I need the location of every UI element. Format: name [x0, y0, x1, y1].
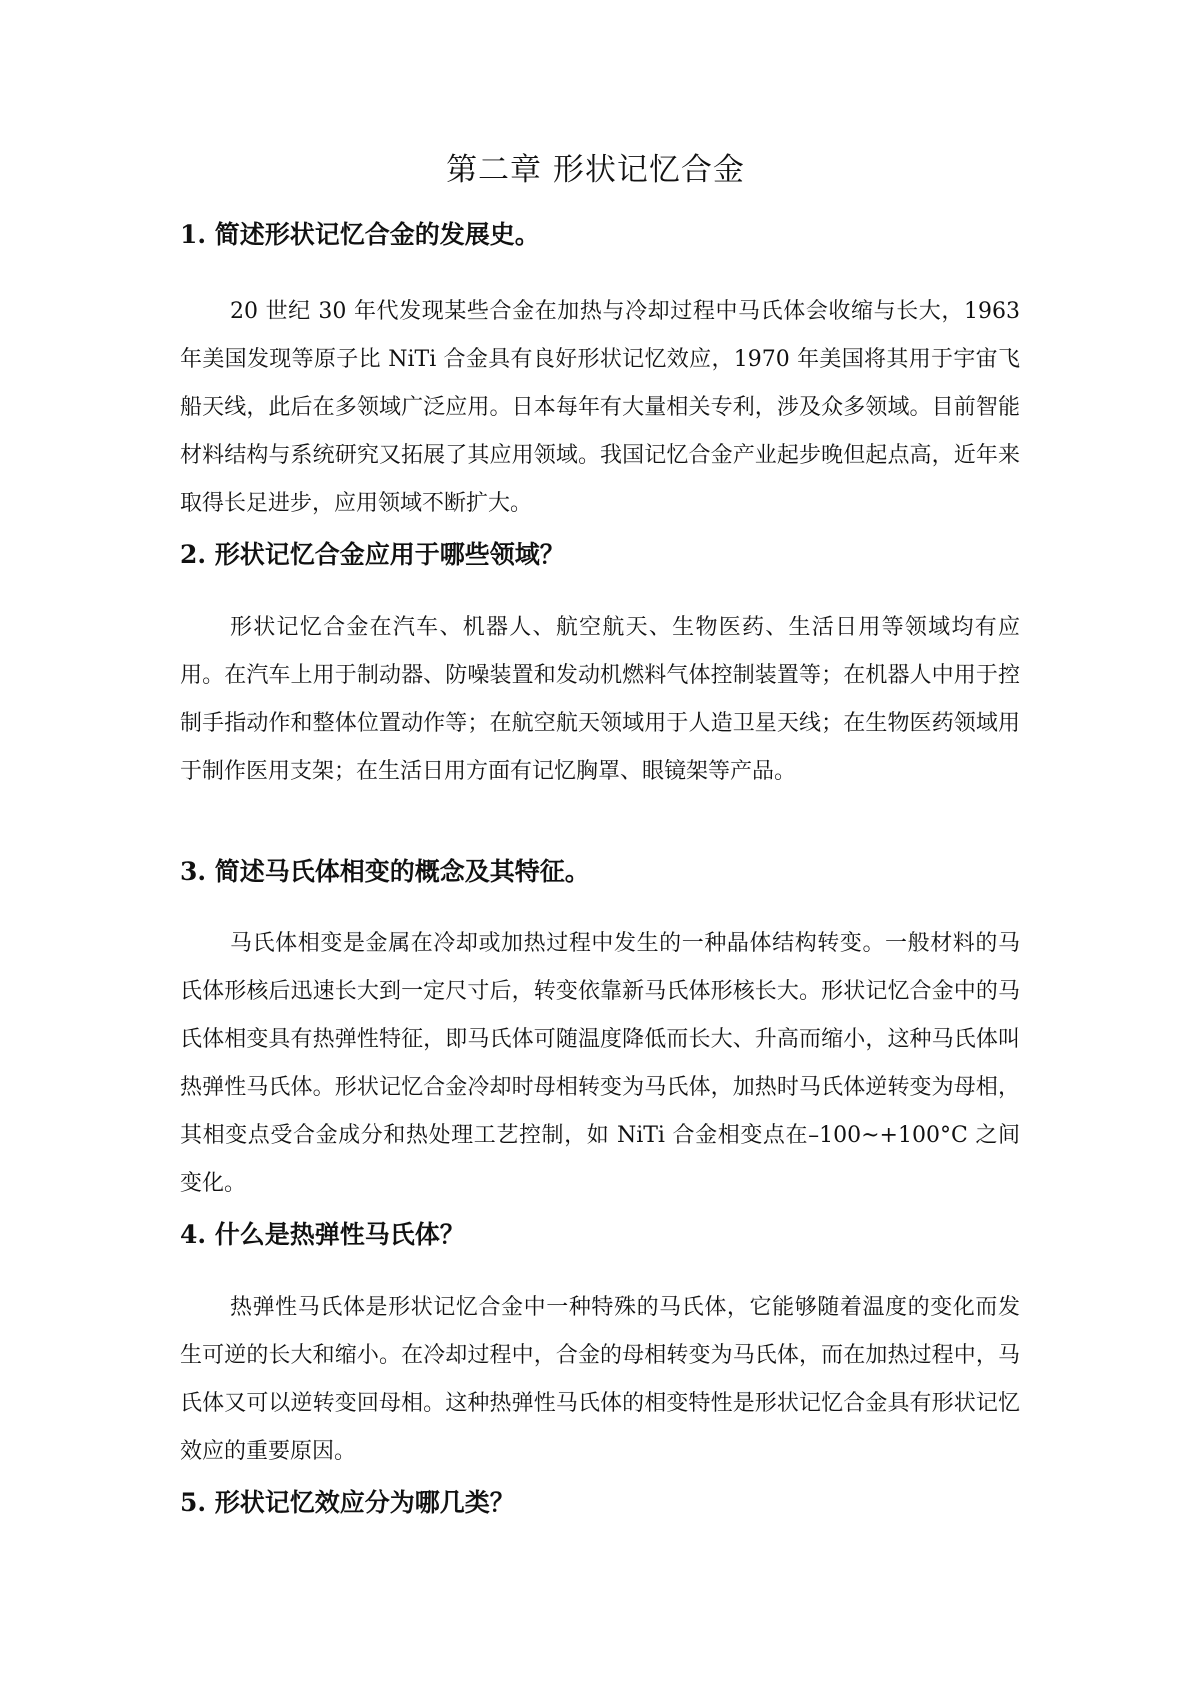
answer-paragraph-4: 热弹性马氏体是形状记忆合金中一种特殊的马氏体，它能够随着温度的变化而发生可逆的长大和缩小。在冷却过程中，合金的母相转变为马氏体，而在加热过程中，马氏体又可以逆转变回母相。这种热弹性马氏体的相变特性是形状记忆合金具有形状记忆效应的重要原因。: [180, 1295, 1020, 1464]
question-heading-2: 2. 形状记忆合金应用于哪些领域？: [180, 540, 565, 569]
question-heading-3: 3. 简述马氏体相变的概念及其特征。: [180, 857, 590, 886]
question-heading-5: 5. 形状记忆效应分为哪几类？: [180, 1488, 515, 1517]
chapter-title: 第二章 形状记忆合金: [446, 152, 745, 188]
answer-paragraph-3: 马氏体相变是金属在冷却或加热过程中发生的一种晶体结构转变。一般材料的马氏体形核后迅速长大到一定尺寸后，转变依靠新马氏体形核长大。形状记忆合金中的马氏体相变具有热弹性特征，即马氏体可随温度降低而长大、升高而缩小，这种马氏体叫热弹性马氏体。形状记忆合金冷却时母相转变为马氏体，加热时马氏体逆转变为母相，其相变点受合金成分和热处理工艺控制，如 NiTi 合金相变点在–100~+100°C 之间变化。: [180, 931, 1020, 1196]
answer-paragraph-2: 形状记忆合金在汽车、机器人、航空航天、生物医药、生活日用等领域均有应用。在汽车上用于制动器、防噪装置和发动机燃料气体控制装置等；在机器人中用于控制手指动作和整体位置动作等；在航空航天领域用于人造卫星天线；在生物医药领域用于制作医用支架；在生活日用方面有记忆胸罩、眼镜架等产品。: [180, 615, 1020, 784]
answer-paragraph-1: 20 世纪 30 年代发现某些合金在加热与冷却过程中马氏体会收缩与长大，1963 年美国发现等原子比 NiTi 合金具有良好形状记忆效应，1970 年美国将其用于宇宙飞船天线，此后在多领域广泛应用。日本每年有大量相关专利，涉及众多领域。目前智能材料结构与系统研究又拓展了其应用领域。我国记忆合金产业起步晚但起点高，近年来取得长足进步，应用领域不断扩大。: [180, 299, 1020, 516]
question-heading-1: 1. 简述形状记忆合金的发展史。: [180, 220, 540, 249]
question-heading-4: 4. 什么是热弹性马氏体？: [180, 1220, 465, 1249]
